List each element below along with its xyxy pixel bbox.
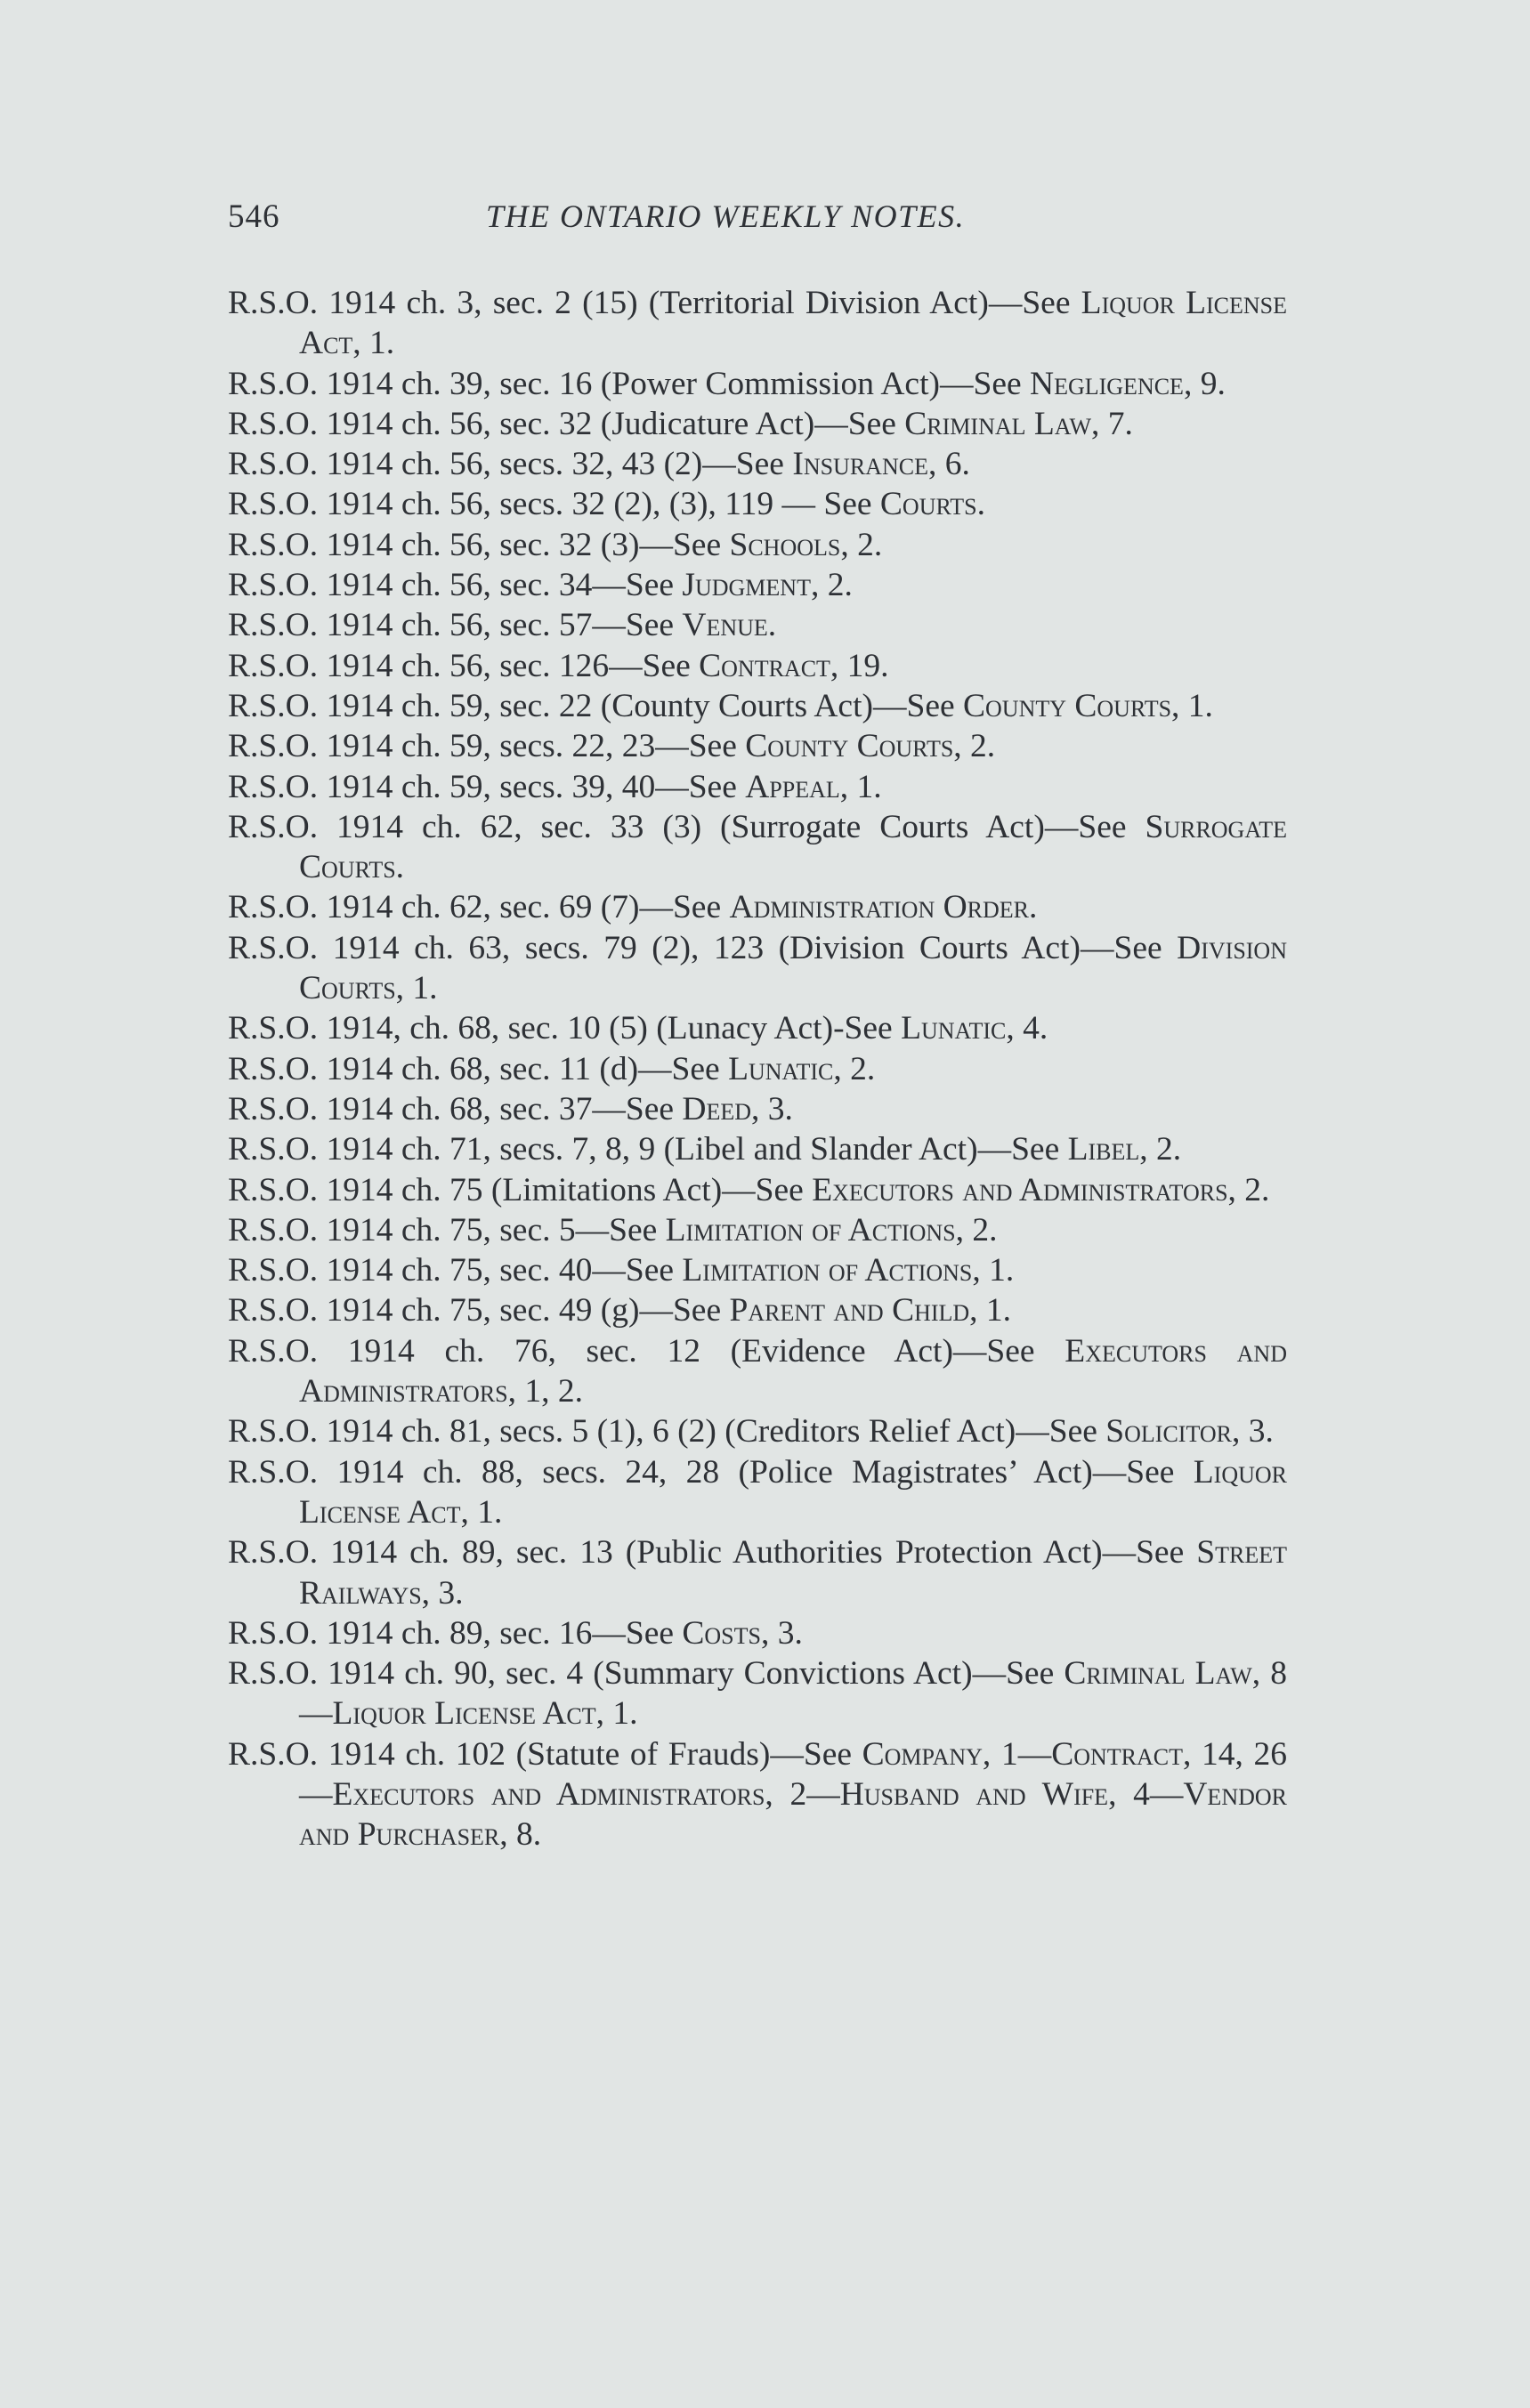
entry-reference: Appeal, 1. xyxy=(745,768,882,805)
entry-citation: R.S.O. 1914 ch. 68, sec. 37—See xyxy=(228,1090,683,1127)
entry-reference: Liquor License Act, 1. xyxy=(299,1453,1287,1531)
index-entry xyxy=(228,1734,1287,1855)
entry-citation: R.S.O. 1914 ch. 56, sec. 34—See xyxy=(228,567,683,604)
entry-reference: Company, 1—Contract, 14, 26—Executors and Administrators, 2—Husband and Wife, 4—Vendor and Purchaser, 8. xyxy=(299,1735,1287,1854)
index-entry xyxy=(228,1170,1287,1210)
index-entry xyxy=(228,1613,1287,1653)
entry-reference: Executors and Administrators, 2. xyxy=(812,1171,1270,1208)
entry-reference: Negligence, 9. xyxy=(1030,365,1226,402)
entry-reference: Contract, 19. xyxy=(699,647,889,684)
entry-reference: Parent and Child, 1. xyxy=(729,1292,1012,1329)
entry-citation: R.S.O. 1914 ch. 56, sec. 126—See xyxy=(228,647,700,684)
entry-citation: R.S.O. 1914 ch. 81, secs. 5 (1), 6 (2) (Creditors Relief Act)—See xyxy=(228,1413,1106,1450)
page-header xyxy=(228,198,1287,251)
entry-citation: R.S.O. 1914 ch. 63, secs. 79 (2), 123 (Division Courts Act)—See xyxy=(228,929,1178,966)
index-entry xyxy=(228,646,1287,686)
index-entry xyxy=(228,1532,1287,1613)
entry-citation: R.S.O. 1914 ch. 56, sec. 32 (Judicature Act)—See xyxy=(228,405,905,442)
entry-reference: Courts. xyxy=(879,486,985,523)
entry-citation: R.S.O. 1914 ch. 75, sec. 5—See xyxy=(228,1211,666,1248)
entry-reference: Criminal Law, 8—Liquor License Act, 1. xyxy=(299,1655,1287,1733)
entry-citation: R.S.O. 1914 ch. 56, secs. 32, 43 (2)—See xyxy=(228,446,793,483)
entry-citation: R.S.O. 1914 ch. 62, sec. 69 (7)—See xyxy=(228,889,730,926)
index-entry xyxy=(228,767,1287,807)
entry-reference: Judgment, 2. xyxy=(682,567,853,604)
running-title: THE ONTARIO WEEKLY NOTES. xyxy=(486,198,966,234)
entry-reference: Schools, 2. xyxy=(729,526,883,563)
entry-reference: Surrogate Courts. xyxy=(299,808,1287,886)
entry-citation: R.S.O. 1914 ch. 71, secs. 7, 8, 9 (Libel and Slander Act)—See xyxy=(228,1131,1068,1168)
entry-citation: R.S.O. 1914 ch. 3, sec. 2 (15) (Territorial Division Act)—See xyxy=(228,285,1081,321)
index-entry xyxy=(228,484,1287,524)
entry-reference: Lunatic, 2. xyxy=(728,1050,876,1087)
entry-citation: R.S.O. 1914 ch. 76, sec. 12 (Evidence Act)—See xyxy=(228,1332,1065,1370)
index-entry xyxy=(228,1452,1287,1533)
index-entry xyxy=(228,1089,1287,1129)
entry-reference: Liquor License Act, 1. xyxy=(299,285,1287,362)
entry-reference: Street Railways, 3. xyxy=(299,1534,1287,1612)
index-entry xyxy=(228,726,1287,766)
entry-reference: Administration Order. xyxy=(729,889,1038,926)
index-entry xyxy=(228,605,1287,645)
entry-citation: R.S.O. 1914 ch. 62, sec. 33 (3) (Surrogate Courts Act)—See xyxy=(228,808,1145,845)
index-entry xyxy=(228,1653,1287,1734)
index-entry xyxy=(228,928,1287,1009)
entry-citation: R.S.O. 1914 ch. 75, sec. 49 (g)—See xyxy=(228,1292,730,1329)
entry-reference: Division Courts, 1. xyxy=(299,929,1287,1007)
entry-citation: R.S.O. 1914 ch. 68, sec. 11 (d)—See xyxy=(228,1050,729,1087)
index-entry xyxy=(228,404,1287,444)
entry-reference: County Courts, 2. xyxy=(745,728,996,765)
entry-citation: R.S.O. 1914 ch. 56, sec. 32 (3)—See xyxy=(228,526,730,563)
entry-reference: Deed, 3. xyxy=(682,1090,793,1127)
index-entry xyxy=(228,1008,1287,1048)
entry-reference: Venue. xyxy=(682,607,777,644)
entry-citation: R.S.O. 1914 ch. 89, sec. 16—See xyxy=(228,1614,683,1652)
entry-reference: Limitation of Actions, 2. xyxy=(665,1211,998,1248)
index-entry xyxy=(228,1290,1287,1330)
index-entry xyxy=(228,1210,1287,1250)
index-entry xyxy=(228,807,1287,888)
entry-citation: R.S.O. 1914 ch. 39, sec. 16 (Power Commission Act)—See xyxy=(228,365,1030,402)
entry-citation: R.S.O. 1914 ch. 56, sec. 57—See xyxy=(228,607,683,644)
index-entry xyxy=(228,364,1287,404)
index-entry xyxy=(228,1250,1287,1290)
entry-citation: R.S.O. 1914 ch. 90, sec. 4 (Summary Convictions Act)—See xyxy=(228,1655,1065,1693)
entry-citation: R.S.O. 1914 ch. 59, secs. 22, 23—See xyxy=(228,728,746,765)
entry-reference: County Courts, 1. xyxy=(963,687,1213,724)
entry-citation: R.S.O. 1914 ch. 88, secs. 24, 28 (Police Magistrates’ Act)—See xyxy=(228,1453,1194,1491)
entry-citation: R.S.O. 1914 ch. 102 (Statute of Frauds)—See xyxy=(228,1735,862,1773)
entry-reference: Libel, 2. xyxy=(1067,1131,1182,1168)
index-entry xyxy=(228,1411,1287,1451)
entry-citation: R.S.O. 1914 ch. 75 (Limitations Act)—See xyxy=(228,1171,813,1208)
index-entry xyxy=(228,565,1287,605)
index-entry xyxy=(228,686,1287,726)
entry-citation: R.S.O. 1914, ch. 68, sec. 10 (5) (Lunacy Act)-See xyxy=(228,1010,902,1047)
entry-reference: Criminal Law, 7. xyxy=(904,405,1133,442)
entry-reference: Insurance, 6. xyxy=(792,446,970,483)
entry-citation: R.S.O. 1914 ch. 59, secs. 39, 40—See xyxy=(228,768,746,805)
index-entry xyxy=(228,525,1287,565)
index-entry xyxy=(228,1129,1287,1169)
index-entries xyxy=(228,283,1287,1855)
entry-citation: R.S.O. 1914 ch. 56, secs. 32 (2), (3), 119 — See xyxy=(228,486,880,523)
entry-reference: Solicitor, 3. xyxy=(1105,1413,1274,1450)
index-entry xyxy=(228,1049,1287,1089)
index-entry xyxy=(228,283,1287,364)
entry-citation: R.S.O. 1914 ch. 89, sec. 13 (Public Authorities Protection Act)—See xyxy=(228,1534,1197,1572)
index-entry xyxy=(228,1331,1287,1412)
page-number: 546 xyxy=(228,198,280,235)
index-entry xyxy=(228,887,1287,927)
entry-citation: R.S.O. 1914 ch. 59, sec. 22 (County Courts Act)—See xyxy=(228,687,963,724)
entry-citation: R.S.O. 1914 ch. 75, sec. 40—See xyxy=(228,1252,683,1289)
entry-reference: Executors and Administrators, 1, 2. xyxy=(299,1332,1287,1410)
entry-reference: Costs, 3. xyxy=(682,1614,803,1652)
entry-reference: Limitation of Actions, 1. xyxy=(682,1252,1015,1289)
entry-reference: Lunatic, 4. xyxy=(901,1010,1048,1047)
index-entry xyxy=(228,444,1287,484)
